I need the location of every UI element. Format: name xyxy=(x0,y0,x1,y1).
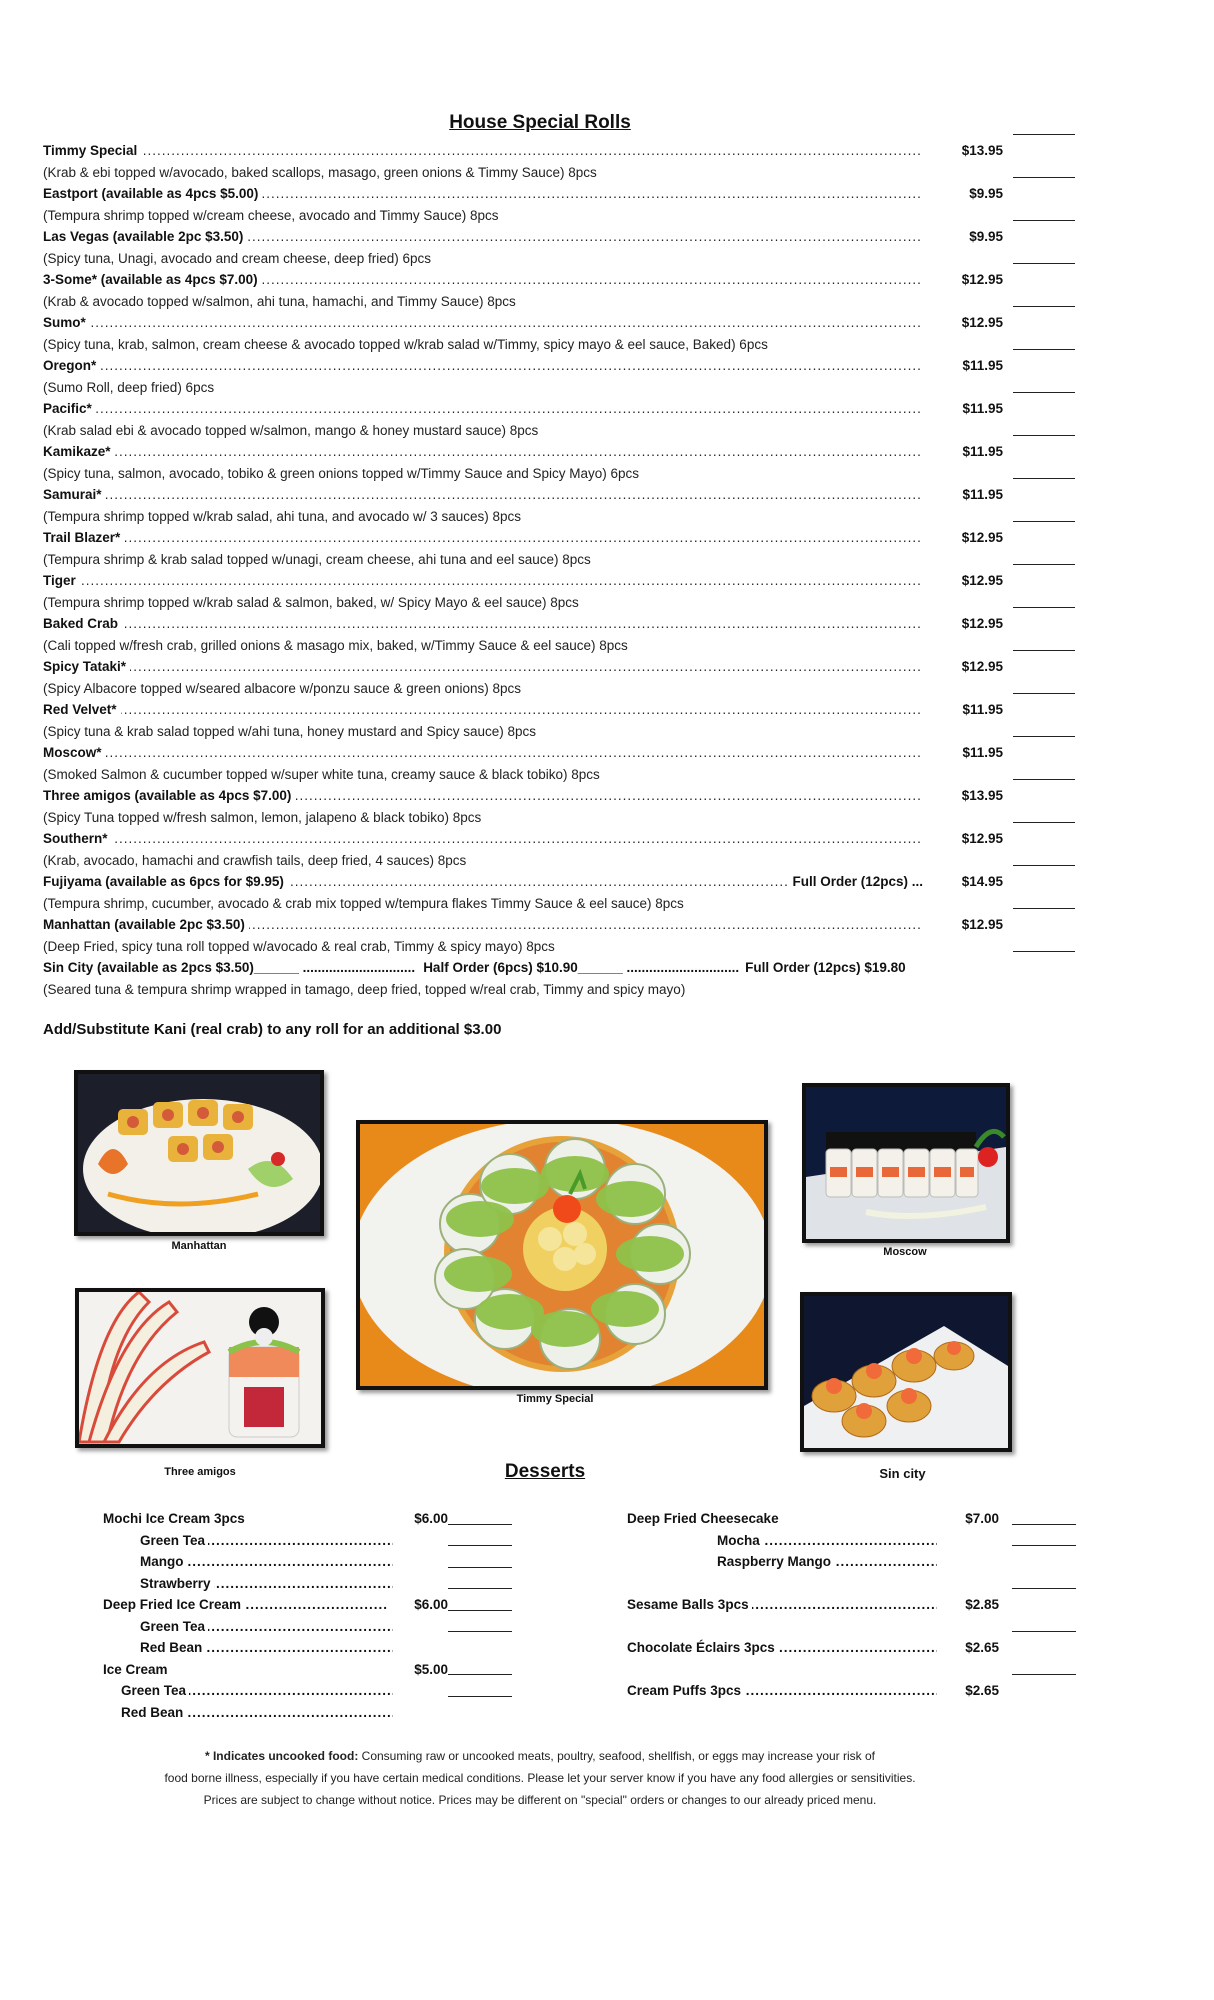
roll-description: (Cali topped w/fresh crab, grilled onions & masago mix, baked, w/Timmy Sauce & eel sauce) 8pcs xyxy=(43,637,628,653)
roll-name: Tiger xyxy=(43,570,80,592)
dessert-name: Green Tea xyxy=(140,1530,208,1552)
roll-order-size: Full Order (12pcs) ... xyxy=(788,871,923,893)
dessert-item xyxy=(103,1551,523,1573)
desserts-right xyxy=(627,1508,1082,1702)
dot-leader xyxy=(43,527,923,549)
dessert-price: $6.00 xyxy=(388,1508,448,1530)
roll-item xyxy=(43,785,1083,807)
moscow-photo xyxy=(802,1083,1010,1243)
roll-price: $11.95 xyxy=(933,441,1003,463)
dessert-name: Red Bean xyxy=(140,1637,205,1659)
page-title: House Special Rolls xyxy=(449,112,631,133)
roll-description: (Tempura shrimp topped w/krab salad, ahi tuna, and avocado w/ 3 sauces) 8pcs xyxy=(43,508,522,524)
roll-item xyxy=(43,398,1083,420)
three-amigos-photo xyxy=(75,1288,325,1448)
roll-item xyxy=(43,570,1083,592)
dessert-price: $7.00 xyxy=(947,1508,999,1530)
roll-price: $13.95 xyxy=(933,785,1003,807)
roll-name: Fujiyama (available as 6pcs for $9.95) xyxy=(43,871,288,893)
dot-leader xyxy=(43,312,923,334)
dessert-item xyxy=(627,1508,1082,1530)
sin-city-caption: Sin city xyxy=(879,1466,926,1481)
roll-name: Red Velvet* xyxy=(43,699,121,721)
roll-description: (Krab & ebi topped w/avocado, baked scallops, masago, green onions & Timmy Sauce) 8pcs xyxy=(43,164,597,180)
manhattan-photo xyxy=(74,1070,324,1236)
dessert-item xyxy=(627,1616,1082,1638)
roll-item xyxy=(43,914,1083,936)
dessert-item xyxy=(103,1637,523,1659)
rolls-list xyxy=(43,140,1083,1000)
roll-name: Kamikaze* xyxy=(43,441,115,463)
roll-description: (Spicy tuna, Unagi, avocado and cream cheese, deep fried) 6pcs xyxy=(43,250,431,266)
roll-name: Timmy Special xyxy=(43,140,141,162)
roll-description: (Tempura shrimp & krab salad topped w/unagi, cream cheese, ahi tuna and eel sauce) 8pcs xyxy=(43,551,591,567)
roll-item xyxy=(43,140,1083,162)
roll-description: (Sumo Roll, deep fried) 6pcs xyxy=(43,379,215,395)
roll-item xyxy=(43,699,1083,721)
roll-name: Oregon* xyxy=(43,355,100,377)
footer-bold: * Indicates uncooked food: xyxy=(204,1749,359,1763)
manhattan-image xyxy=(78,1074,320,1232)
roll-description: (Spicy tuna, krab, salmon, cream cheese & avocado topped w/krab salad w/Timmy, spicy mayo & eel sauce, Baked) 6pcs xyxy=(43,336,768,352)
dessert-price: $5.00 xyxy=(388,1659,448,1681)
roll-price: $11.95 xyxy=(933,398,1003,420)
dessert-name: Mango xyxy=(140,1551,187,1573)
roll-price: $9.95 xyxy=(933,183,1003,205)
roll-description: (Krab & avocado topped w/salmon, ahi tuna, hamachi, and Timmy Sauce) 8pcs xyxy=(43,293,516,309)
dessert-item xyxy=(627,1659,1082,1681)
roll-item xyxy=(43,226,1083,248)
footer-notice xyxy=(0,1745,1080,1811)
roll-price: $11.95 xyxy=(933,355,1003,377)
roll-description: (Tempura shrimp, cucumber, avocado & crab mix topped w/tempura flakes Timmy Sauce & eel sauce) 8pcs xyxy=(43,895,684,911)
footer-line-1-text: Consuming raw or uncooked meats, poultry, seafood, shellfish, or eggs may increase your risk of xyxy=(358,1749,876,1763)
dot-leader xyxy=(43,656,923,678)
dot-leader xyxy=(43,828,923,850)
roll-description: (Tempura shrimp topped w/krab salad & salmon, baked, w/ Spicy Mayo & eel sauce) 8pcs xyxy=(43,594,579,610)
dessert-item xyxy=(103,1594,523,1616)
roll-name: Southern* xyxy=(43,828,112,850)
roll-description: (Spicy Albacore topped w/seared albacore w/ponzu sauce & green onions) 8pcs xyxy=(43,680,522,696)
dessert-item xyxy=(627,1530,1082,1552)
dot-leader xyxy=(43,699,923,721)
dessert-name: Ice Cream xyxy=(103,1659,171,1681)
roll-price: $11.95 xyxy=(933,484,1003,506)
footer-line-2: food borne illness, especially if you have certain medical conditions. Please let your server know if you have any food allergies or sensitivities. xyxy=(164,1771,916,1785)
roll-description: (Tempura shrimp topped w/cream cheese, avocado and Timmy Sauce) 8pcs xyxy=(43,207,499,223)
roll-price: $9.95 xyxy=(933,226,1003,248)
roll-description: (Spicy tuna, salmon, avocado, tobiko & green onions topped w/Timmy Sauce and Spicy Mayo) 6pcs xyxy=(43,465,640,481)
dessert-name: Red Bean xyxy=(121,1702,186,1724)
roll-item xyxy=(43,441,1083,463)
dessert-name: Chocolate Éclairs 3pcs xyxy=(627,1637,778,1659)
roll-price: $12.95 xyxy=(933,570,1003,592)
half-order: Half Order (6pcs) $10.90______ .............................. xyxy=(423,960,740,975)
dessert-item xyxy=(103,1702,523,1724)
dessert-item xyxy=(627,1594,1082,1616)
roll-name: Sin City (available as 2pcs $3.50)______ .............................. xyxy=(43,957,419,979)
roll-price: $12.95 xyxy=(933,656,1003,678)
roll-name: Samurai* xyxy=(43,484,106,506)
footer-line-1 xyxy=(0,1745,1080,1767)
sin-city-image xyxy=(804,1296,1008,1448)
sin-city-photo xyxy=(800,1292,1012,1452)
roll-item xyxy=(43,613,1083,635)
dessert-name: Raspberry Mango xyxy=(717,1551,834,1573)
roll-name: Sumo* xyxy=(43,312,90,334)
dot-leader xyxy=(43,398,923,420)
roll-item xyxy=(43,871,1083,893)
dessert-item xyxy=(103,1508,523,1530)
footer-line-3: Prices are subject to change without notice. Prices may be different on "special" orders or changes to our already priced menu. xyxy=(203,1793,877,1807)
roll-price: $12.95 xyxy=(933,527,1003,549)
timmy-special-caption: Timmy Special xyxy=(516,1393,594,1405)
dessert-item xyxy=(103,1573,523,1595)
roll-price: $11.95 xyxy=(933,699,1003,721)
roll-name: Las Vegas (available 2pc $3.50) xyxy=(43,226,247,248)
roll-description: (Krab, avocado, hamachi and crawfish tails, deep fried, 4 sauces) 8pcs xyxy=(43,852,467,868)
roll-name: Three amigos (available as 4pcs $7.00) xyxy=(43,785,295,807)
dessert-item xyxy=(627,1573,1082,1595)
dessert-item xyxy=(627,1551,1082,1573)
roll-item xyxy=(43,527,1083,549)
desserts-title: Desserts xyxy=(504,1461,586,1482)
roll-price: $12.95 xyxy=(933,613,1003,635)
dot-leader xyxy=(43,441,923,463)
roll-item xyxy=(43,355,1083,377)
roll-item xyxy=(43,828,1083,850)
roll-name: 3-Some* (available as 4pcs $7.00) xyxy=(43,269,262,291)
dessert-name: Mochi Ice Cream 3pcs xyxy=(103,1508,248,1530)
roll-item-sin-city xyxy=(43,957,1083,979)
dessert-price: $6.00 xyxy=(388,1594,448,1616)
three-amigos-image xyxy=(79,1292,321,1444)
roll-description: (Smoked Salmon & cucumber topped w/super white tuna, creamy sauce & black tobiko) 8pcs xyxy=(43,766,600,782)
roll-name: Manhattan (available 2pc $3.50) xyxy=(43,914,249,936)
roll-description: (Spicy tuna & krab salad topped w/ahi tuna, honey mustard and Spicy sauce) 8pcs xyxy=(43,723,537,739)
dessert-name: Cream Puffs 3pcs xyxy=(627,1680,744,1702)
dessert-name: Green Tea xyxy=(140,1616,208,1638)
dessert-price: $2.65 xyxy=(947,1637,999,1659)
dot-leader xyxy=(43,355,923,377)
manhattan-caption: Manhattan xyxy=(171,1240,227,1252)
three-amigos-caption: Three amigos xyxy=(164,1466,236,1478)
dessert-item xyxy=(103,1659,523,1681)
roll-item xyxy=(43,742,1083,764)
dot-leader xyxy=(43,570,923,592)
roll-name: Eastport (available as 4pcs $5.00) xyxy=(43,183,262,205)
dessert-item xyxy=(103,1530,523,1552)
roll-name: Pacific* xyxy=(43,398,96,420)
addon-note: Add/Substitute Kani (real crab) to any roll for an additional $3.00 xyxy=(43,1021,502,1038)
roll-description: (Krab salad ebi & avocado topped w/salmon, mango & honey mustard sauce) 8pcs xyxy=(43,422,539,438)
timmy-special-photo xyxy=(356,1120,768,1390)
roll-description: (Seared tuna & tempura shrimp wrapped in tamago, deep fried, topped w/real crab, Timmy and spicy mayo) xyxy=(43,981,686,997)
roll-item xyxy=(43,484,1083,506)
roll-price: $12.95 xyxy=(933,312,1003,334)
dessert-price: $2.65 xyxy=(947,1680,999,1702)
dot-leader xyxy=(43,140,923,162)
roll-name: Trail Blazer* xyxy=(43,527,124,549)
roll-item xyxy=(43,656,1083,678)
dessert-name: Strawberry xyxy=(140,1573,214,1595)
dot-leader xyxy=(43,484,923,506)
roll-description: (Spicy Tuna topped w/fresh salmon, lemon, jalapeno & black tobiko) 8pcs xyxy=(43,809,482,825)
roll-price: $13.95 xyxy=(933,140,1003,162)
dessert-name: Deep Fried Cheesecake xyxy=(627,1508,782,1530)
dessert-name: Deep Fried Ice Cream xyxy=(103,1594,244,1616)
roll-price: $12.95 xyxy=(933,269,1003,291)
dessert-name: Sesame Balls 3pcs xyxy=(627,1594,752,1616)
moscow-image xyxy=(806,1087,1006,1239)
roll-name: Baked Crab xyxy=(43,613,122,635)
dessert-item xyxy=(103,1680,523,1702)
desserts-left xyxy=(103,1508,523,1723)
dessert-price: $2.85 xyxy=(947,1594,999,1616)
roll-item xyxy=(43,312,1083,334)
roll-price: $11.95 xyxy=(933,742,1003,764)
full-order: Full Order (12pcs) $19.80 xyxy=(745,960,906,975)
dot-leader xyxy=(43,613,923,635)
roll-description: (Deep Fried, spicy tuna roll topped w/avocado & real crab, Timmy & spicy mayo) 8pcs xyxy=(43,938,555,954)
roll-price: $12.95 xyxy=(933,828,1003,850)
roll-item xyxy=(43,183,1083,205)
roll-name: Spicy Tataki* xyxy=(43,656,130,678)
dessert-name: Mocha xyxy=(717,1530,763,1552)
dessert-name: Green Tea xyxy=(121,1680,189,1702)
roll-price: $12.95 xyxy=(933,914,1003,936)
dessert-item xyxy=(627,1637,1082,1659)
roll-price: $14.95 xyxy=(933,871,1003,893)
roll-item xyxy=(43,269,1083,291)
dot-leader xyxy=(43,742,923,764)
dessert-item xyxy=(627,1680,1082,1702)
timmy-special-image xyxy=(360,1124,764,1386)
moscow-caption: Moscow xyxy=(883,1246,927,1258)
dessert-item xyxy=(103,1616,523,1638)
roll-name: Moscow* xyxy=(43,742,106,764)
